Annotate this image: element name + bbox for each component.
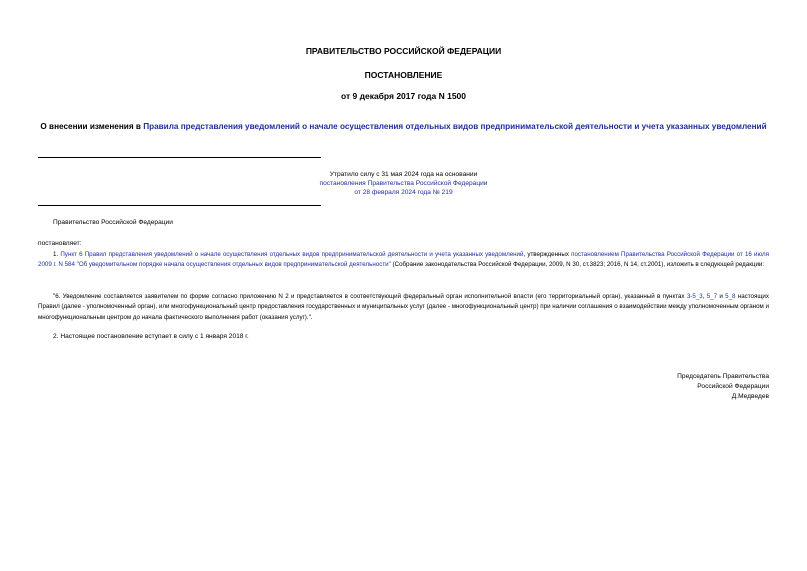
p1-text-2: (Собрание законодательства Российской Федерации, 2009, N 30, ст.3823; 2016, N 14, ст.2001), изложить в следующей редакции: [390,261,765,269]
p1-rules-link[interactable]: Пункт 6 Правил представления уведомлений о начале осуществления отдельных видов предпринимательской деятельности и учета указанных уведомлений [60,251,524,258]
authority-heading: ПРАВИТЕЛЬСТВО РОССИЙСКОЙ ФЕДЕРАЦИИ [305,46,502,56]
doc-type-heading: ПОСТАНОВЛЕНИЕ [364,70,443,80]
p6-link-3-5-3[interactable]: 3-5_3 [686,293,703,300]
p1-decree-link[interactable]: постановлением Правительства Российской Федерации от 16 июля 2009 г. N 584 "Об уведомительном порядке начала осуществления отдельных видов предпринимательской деятельности" [38,251,769,269]
status-link-decree[interactable]: постановления Правительства Российской Федерации [319,180,488,187]
paragraph-2: 2. Настоящее постановление вступает в силу с 1 января 2018 г. [53,333,249,340]
separator-top [38,157,321,158]
p6-link-5-7[interactable]: 5_7 [706,293,718,300]
p6-text-a: "6. Уведомление составляется заявителем по форме согласно приложению N 2 и представляется в соответствующий федеральный орган исполнительной власти (его территориальный орган), указанный в пунктах [53,293,687,300]
date-number-heading: от 9 декабря 2017 года N 1500 [340,91,467,101]
separator-bottom [38,205,321,206]
title-prefix: О внесении изменения в [40,122,144,131]
p1-number: 1. [53,251,61,258]
signature-country: Российской Федерации [697,383,769,390]
signature-position: Председатель Правительства [677,373,769,380]
paragraph-6-quote [38,292,769,323]
p6-text-b: , [702,293,707,300]
p6-link-5-8[interactable]: 5_8 [725,293,736,300]
paragraph-1 [38,250,769,271]
p6-text-d: настоящих Правил (далее - уполномоченный орган), или многофункциональный центр предоставления государственных и муниципальных услуг (далее - многофункциональный центр) при наличии соглашения о взаимодействии между уполномоченным органом и многофункциональным центром до начала фактического выполнения работ (оказания услуг).". [38,293,769,321]
title-link[interactable]: Правила представления уведомлений о начале осуществления отдельных видов предпринимательской деятельности и учета указанных уведомлений [143,122,767,131]
status-line: Утратило силу с 31 мая 2024 года на основании [329,171,478,178]
p6-text-c: и [717,293,726,300]
p1-text-1: , утвержденных [523,251,572,258]
issuer-text: Правительство Российской Федерации [53,219,173,226]
status-link-date[interactable]: от 28 февраля 2024 года № 219 [354,189,453,196]
signature-block [509,372,769,402]
document-title [38,121,769,133]
signature-name: Д.Медведев [731,393,769,400]
status-note [0,170,807,197]
decrees-text: постановляет: [38,240,82,247]
